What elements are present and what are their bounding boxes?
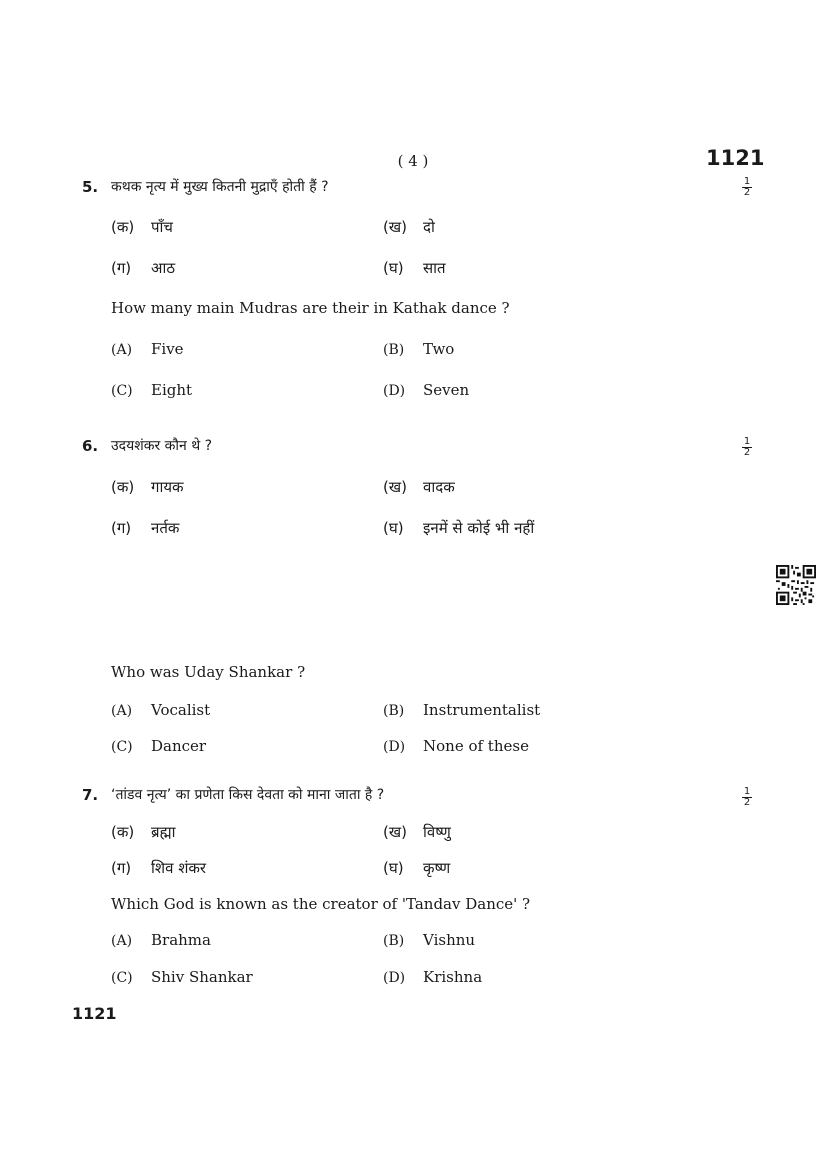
option-gha[interactable] xyxy=(383,518,534,538)
option-text: इनमें से कोई भी नहीं xyxy=(423,519,535,537)
option-a[interactable] xyxy=(111,931,211,949)
option-text: विष्णु xyxy=(423,823,451,841)
option-kha[interactable] xyxy=(383,822,451,842)
question-number: 5. xyxy=(82,178,99,196)
option-letter: (ग) xyxy=(111,859,132,877)
marks-numerator: 1 xyxy=(743,176,751,187)
option-ga[interactable] xyxy=(111,258,175,278)
option-text: Dancer xyxy=(151,737,207,755)
option-c[interactable] xyxy=(111,968,253,986)
option-letter: (क) xyxy=(111,823,135,841)
option-text: Brahma xyxy=(151,931,211,949)
option-letter: (C) xyxy=(111,970,133,986)
option-letter: (ग) xyxy=(111,519,132,537)
option-text: Shiv Shankar xyxy=(151,968,253,986)
option-letter: (D) xyxy=(383,970,406,986)
question-text-hindi: उदयशंकर कौन थे ? xyxy=(111,438,213,454)
option-text: ब्रह्मा xyxy=(151,823,176,841)
marks-denominator: 2 xyxy=(743,797,751,808)
option-letter: (ख) xyxy=(383,478,407,496)
option-text: शिव शंकर xyxy=(151,859,207,877)
option-ga[interactable] xyxy=(111,518,179,538)
marks-denominator: 2 xyxy=(743,187,751,198)
marks-fraction xyxy=(740,787,754,808)
option-ka[interactable] xyxy=(111,217,173,237)
option-d[interactable] xyxy=(383,737,529,755)
question-number: 7. xyxy=(82,786,99,804)
option-text: वादक xyxy=(423,478,455,496)
question-text-hindi: ‘तांडव नृत्य’ का प्रणेता किस देवता को माना जाता है ? xyxy=(111,787,385,803)
option-letter: (B) xyxy=(383,933,405,949)
option-text: Eight xyxy=(151,381,193,399)
option-letter: (C) xyxy=(111,383,133,399)
option-letter: (D) xyxy=(383,383,406,399)
marks-fraction xyxy=(740,437,754,458)
option-b[interactable] xyxy=(383,701,540,719)
option-text: सात xyxy=(423,259,446,277)
option-text: Vocalist xyxy=(151,701,211,719)
option-b[interactable] xyxy=(383,931,475,949)
question-text-english: Which God is known as the creator of 'Tandav Dance' ? xyxy=(111,895,531,913)
option-c[interactable] xyxy=(111,381,192,399)
option-letter: (क) xyxy=(111,478,135,496)
option-gha[interactable] xyxy=(383,858,450,878)
question-text-english: How many main Mudras are their in Kathak dance ? xyxy=(111,299,510,317)
option-text: गायक xyxy=(151,478,184,496)
marks-fraction xyxy=(740,177,754,198)
paper-code-footer: 1121 xyxy=(72,1004,117,1023)
option-text: कृष्ण xyxy=(423,859,451,877)
option-a[interactable] xyxy=(111,340,184,358)
option-text: Five xyxy=(151,340,184,358)
option-c[interactable] xyxy=(111,737,206,755)
option-letter: (B) xyxy=(383,342,405,358)
option-text: दो xyxy=(423,218,435,236)
option-text: आठ xyxy=(151,259,176,277)
option-kha[interactable] xyxy=(383,477,455,497)
option-a[interactable] xyxy=(111,701,210,719)
option-letter: (B) xyxy=(383,703,405,719)
page-number: ( 4 ) xyxy=(397,152,429,170)
marks-numerator: 1 xyxy=(743,786,751,797)
option-letter: (D) xyxy=(383,739,406,755)
option-ka[interactable] xyxy=(111,822,175,842)
option-letter: (ग) xyxy=(111,259,132,277)
option-letter: (घ) xyxy=(383,519,404,537)
marks-numerator: 1 xyxy=(743,436,751,447)
option-letter: (क) xyxy=(111,218,135,236)
option-letter: (C) xyxy=(111,739,133,755)
option-text: नर्तक xyxy=(151,519,180,537)
option-text: Instrumentalist xyxy=(423,701,541,719)
option-text: Krishna xyxy=(423,968,483,986)
question-text-hindi: कथक नृत्य में मुख्य कितनी मुद्राएँ होती हैं ? xyxy=(111,179,329,195)
option-letter: (ख) xyxy=(383,823,407,841)
option-text: None of these xyxy=(423,737,529,755)
option-letter: (A) xyxy=(111,342,133,358)
option-text: Seven xyxy=(423,381,470,399)
option-d[interactable] xyxy=(383,381,469,399)
option-letter: (घ) xyxy=(383,859,404,877)
question-text-english: Who was Uday Shankar ? xyxy=(111,663,306,681)
option-text: पाँच xyxy=(151,218,173,236)
option-text: Vishnu xyxy=(423,931,476,949)
paper-code-header: 1121 xyxy=(706,146,765,170)
option-kha[interactable] xyxy=(383,217,435,237)
option-ka[interactable] xyxy=(111,477,184,497)
option-letter: (ख) xyxy=(383,218,407,236)
option-text: Two xyxy=(423,340,455,358)
option-gha[interactable] xyxy=(383,258,446,278)
option-d[interactable] xyxy=(383,968,482,986)
option-letter: (घ) xyxy=(383,259,404,277)
qr-code-icon xyxy=(776,565,816,605)
option-letter: (A) xyxy=(111,703,133,719)
option-b[interactable] xyxy=(383,340,454,358)
option-letter: (A) xyxy=(111,933,133,949)
marks-denominator: 2 xyxy=(743,447,751,458)
question-number: 6. xyxy=(82,437,99,455)
option-ga[interactable] xyxy=(111,858,206,878)
